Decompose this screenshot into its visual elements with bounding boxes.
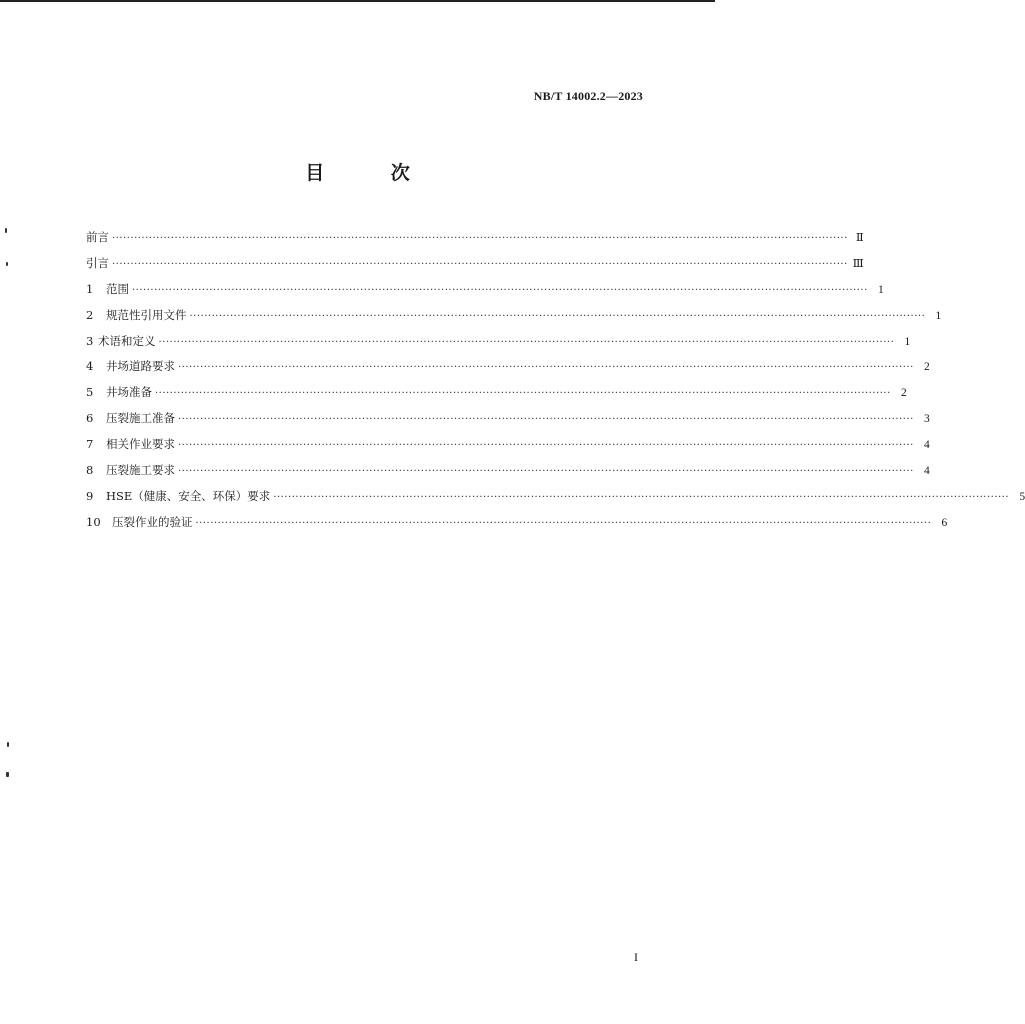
toc-entry-title: 压裂施工准备 xyxy=(106,411,175,426)
toc-entry-title: 压裂施工要求 xyxy=(106,463,175,478)
toc-entry-fracturing-requirements[interactable] xyxy=(86,462,930,488)
toc-leader-dots: ········································································································································································································ xyxy=(132,284,868,296)
scan-speck xyxy=(6,262,8,266)
toc-entry-page: Ⅱ xyxy=(855,232,864,244)
toc-leader-dots: ········································································································································································································ xyxy=(195,517,932,529)
toc-entry-introduction[interactable] xyxy=(86,255,864,281)
toc-entry-page: 3 xyxy=(924,413,930,426)
toc-entry-wellsite-preparation[interactable] xyxy=(86,384,907,410)
toc-entry-number: 10 xyxy=(86,514,101,529)
table-of-contents xyxy=(86,229,1025,540)
toc-entry-number: 4 xyxy=(86,359,94,374)
toc-entry-number: 6 xyxy=(86,411,94,426)
toc-entry-normative-references[interactable] xyxy=(86,307,942,333)
toc-leader-dots: ········································································································································································································ xyxy=(189,310,926,322)
toc-leader-dots: ········································································································································································································ xyxy=(273,491,1010,503)
toc-entry-number: 7 xyxy=(86,437,94,452)
toc-leader-dots: ········································································································································································································ xyxy=(112,233,848,244)
scan-speck xyxy=(6,772,9,777)
page-title: 目 次 xyxy=(305,162,440,184)
toc-entry-title: 范围 xyxy=(106,281,129,296)
toc-entry-title: 规范性引用文件 xyxy=(106,307,187,322)
toc-entry-terms-definitions[interactable] xyxy=(86,333,911,359)
toc-entry-page: 4 xyxy=(924,439,930,452)
toc-entry-hse-requirements[interactable] xyxy=(86,488,1025,514)
toc-entry-number: 8 xyxy=(86,463,94,478)
toc-entry-page: 1 xyxy=(878,283,884,296)
toc-entry-title: HSE（健康、安全、环保）要求 xyxy=(106,488,271,503)
toc-leader-dots: ········································································································································································································ xyxy=(178,440,914,452)
toc-leader-dots: ········································································································································································································ xyxy=(158,336,895,348)
toc-entry-page: 1 xyxy=(935,309,942,322)
toc-entry-page: Ⅲ xyxy=(852,257,864,270)
toc-entry-related-operations[interactable] xyxy=(86,436,930,462)
toc-entry-number: 3 xyxy=(86,333,94,348)
standard-number: NB/T 14002.2—2023 xyxy=(533,89,643,103)
toc-entry-foreword[interactable] xyxy=(86,229,864,255)
toc-entry-title: 术语和定义 xyxy=(98,333,156,348)
toc-entry-title: 压裂作业的验证 xyxy=(112,514,193,529)
toc-entry-page: 2 xyxy=(924,361,930,374)
toc-entry-scope[interactable] xyxy=(86,281,884,307)
toc-entry-number: 9 xyxy=(86,488,94,503)
top-border-rule xyxy=(0,0,715,2)
toc-leader-dots: ········································································································································································································ xyxy=(178,466,914,478)
toc-entry-number: 2 xyxy=(86,307,94,322)
toc-entry-page: 2 xyxy=(901,387,907,400)
toc-entry-page: 1 xyxy=(904,335,911,348)
toc-entry-number: 1 xyxy=(86,281,94,296)
toc-entry-verification[interactable] xyxy=(86,514,948,540)
toc-leader-dots: ········································································································································································································ xyxy=(112,258,848,270)
toc-entry-fracturing-preparation[interactable] xyxy=(86,410,930,436)
scan-speck xyxy=(7,742,9,747)
toc-entry-wellsite-road[interactable] xyxy=(86,358,930,384)
toc-leader-dots: ········································································································································································································ xyxy=(155,388,891,400)
toc-entry-title: 相关作业要求 xyxy=(106,437,175,452)
toc-leader-dots: ········································································································································································································ xyxy=(178,362,914,374)
toc-entry-number: 5 xyxy=(86,385,94,400)
toc-entry-page: 6 xyxy=(941,516,948,529)
toc-entry-title: 井场道路要求 xyxy=(106,359,175,374)
toc-entry-page: 5 xyxy=(1019,490,1025,503)
toc-entry-title: 引言 xyxy=(86,255,109,270)
toc-entry-title: 前言 xyxy=(86,230,109,244)
toc-entry-title: 井场准备 xyxy=(106,385,152,400)
footer-page-number: I xyxy=(634,950,638,964)
toc-entry-page: 4 xyxy=(924,465,930,478)
scan-speck xyxy=(5,228,7,233)
toc-leader-dots: ········································································································································································································ xyxy=(178,414,914,426)
